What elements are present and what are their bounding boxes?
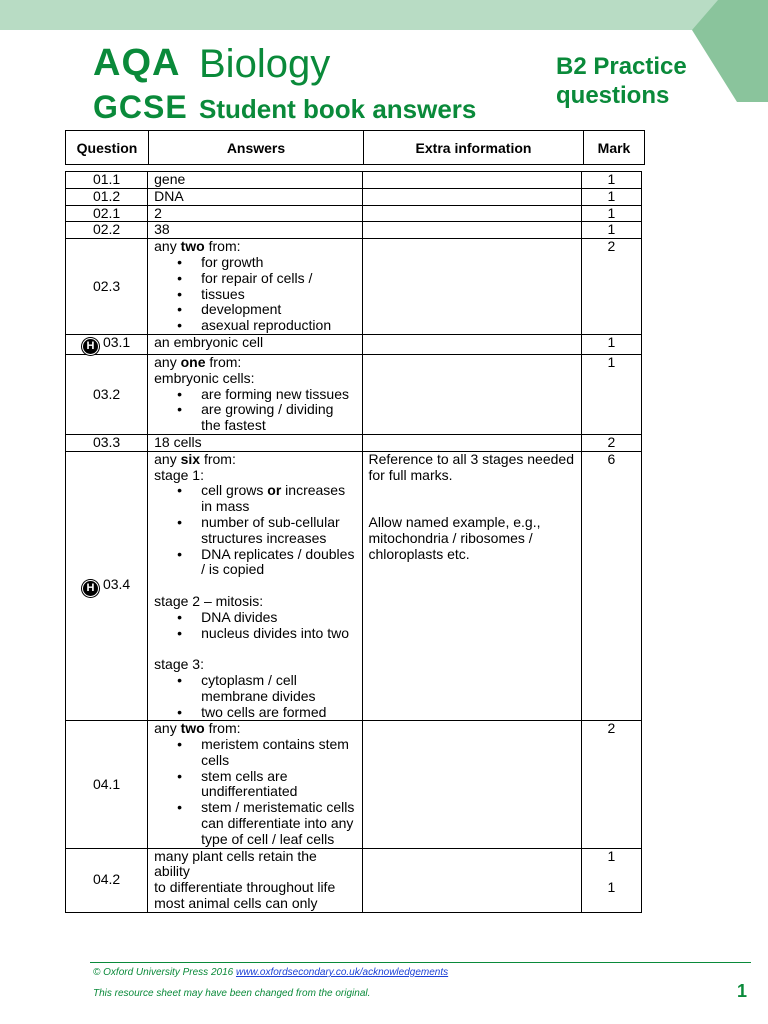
answer-cell: 38	[148, 222, 362, 239]
list-item: • DNA replicates / doubles / is copied	[201, 547, 355, 579]
answer-cell: 2	[148, 205, 362, 222]
answer-cell: gene	[148, 172, 362, 189]
table-header	[65, 130, 645, 165]
brand-board: AQA	[93, 42, 181, 84]
acknowledgements-link[interactable]: www.oxfordsecondary.co.uk/acknowledgements	[235, 967, 449, 978]
extra-cell	[362, 434, 581, 451]
book-title: Student book answers	[199, 94, 477, 124]
question-number: H 03.4	[66, 451, 148, 721]
mark-cell: 1	[581, 222, 641, 239]
answer-cell	[148, 451, 362, 721]
extra-cell	[362, 188, 581, 205]
answer-cell: an embryonic cell	[148, 334, 362, 354]
list-item: • cytoplasm / cell membrane divides	[201, 673, 355, 705]
mark-cell: 6	[581, 451, 641, 721]
table-row	[66, 848, 642, 912]
table-row	[66, 334, 642, 354]
question-number: 02.1	[66, 205, 148, 222]
extra-cell	[362, 205, 581, 222]
extra-cell	[362, 451, 581, 721]
mark-cell: 1 1	[581, 848, 641, 912]
list-item: • tissues	[201, 287, 355, 303]
header-extra: Extra information	[364, 131, 584, 165]
mark-cell: 1	[581, 172, 641, 189]
answer-line: most animal cells can only	[154, 895, 318, 912]
answer-intro: any two from:	[154, 238, 241, 255]
question-number: H 03.1	[66, 334, 148, 354]
answer-cell	[148, 721, 362, 848]
answer-list	[154, 673, 355, 720]
header-answers: Answers	[149, 131, 364, 165]
table-row	[66, 451, 642, 721]
mark-cell: 2	[581, 434, 641, 451]
list-item: • asexual reproduction	[201, 318, 355, 334]
header-band	[0, 0, 768, 30]
extra-cell	[362, 334, 581, 354]
page-number: 1	[737, 981, 748, 1001]
mark-cell: 1	[581, 354, 641, 434]
extra-cell	[362, 721, 581, 848]
answer-line: many plant cells retain the ability	[154, 847, 317, 880]
mark-cell: 1	[581, 188, 641, 205]
answer-subheading: embryonic cells:	[154, 369, 255, 386]
question-number: 04.2	[66, 848, 148, 912]
footer-note: This resource sheet may have been changed from the original.	[93, 988, 371, 999]
table-row	[66, 222, 642, 239]
question-number: 04.1	[66, 721, 148, 848]
question-number: 03.3	[66, 434, 148, 451]
answer-list	[154, 483, 355, 578]
list-item: • are forming new tissues	[201, 387, 355, 403]
header-question: Question	[66, 131, 149, 165]
answer-list	[154, 387, 355, 434]
section-title: B2 Practice questions	[556, 53, 687, 109]
extra-note: Allow named example, e.g., mitochondria / ribosomes / chloroplasts etc.	[368, 513, 541, 562]
mark-cell: 1	[581, 334, 641, 354]
extra-cell	[362, 848, 581, 912]
extra-cell	[362, 354, 581, 434]
brand-level: GCSE	[93, 89, 188, 125]
list-item: • stem / meristematic cells can differentiate into any type of cell / leaf cells	[201, 800, 355, 847]
answer-intro: any two from:	[154, 720, 241, 737]
mark-cell: 1	[581, 205, 641, 222]
stage-heading: stage 1:	[154, 466, 204, 483]
spacer	[154, 578, 355, 594]
table-row	[66, 239, 642, 335]
table-row	[66, 172, 642, 189]
brand-subject: Biology	[199, 42, 331, 86]
answer-intro: any six from:	[154, 450, 236, 467]
list-item: • two cells are formed	[201, 705, 355, 721]
list-item: • are growing / dividing the fastest	[201, 402, 355, 434]
list-item: • development	[201, 302, 355, 318]
list-item: • cell grows or increases in mass	[201, 483, 355, 515]
header-mark: Mark	[584, 131, 645, 165]
list-item: • nucleus divides into two	[201, 626, 355, 642]
answer-cell	[148, 239, 362, 335]
question-number: 02.2	[66, 222, 148, 239]
higher-tier-icon: H	[83, 339, 98, 354]
answer-line: to differentiate throughout life	[154, 879, 336, 896]
answers-table	[65, 171, 642, 913]
table-row	[66, 721, 642, 848]
table-row	[66, 188, 642, 205]
table-row	[66, 354, 642, 434]
extra-cell	[362, 172, 581, 189]
stage-heading: stage 2 – mitosis:	[154, 592, 264, 609]
answer-list	[154, 255, 355, 334]
list-item: • stem cells are undifferentiated	[201, 769, 355, 801]
footer-copyright: © Oxford University Press 2016 www.oxfordsecondary.co.uk/acknowledgements	[93, 967, 449, 978]
list-item: • meristem contains stem cells	[201, 737, 355, 769]
list-item: • DNA divides	[201, 610, 355, 626]
list-item: • number of sub-cellular structures increases	[201, 515, 355, 547]
list-item: • for repair of cells /	[201, 271, 355, 287]
mark-cell: 2	[581, 721, 641, 848]
footer-rule	[90, 962, 751, 963]
extra-cell	[362, 239, 581, 335]
answer-cell	[148, 354, 362, 434]
answer-list	[154, 610, 355, 642]
answer-cell: 18 cells	[148, 434, 362, 451]
stage-heading: stage 3:	[154, 656, 204, 673]
answer-cell: DNA	[148, 188, 362, 205]
spacer	[154, 641, 355, 657]
question-number: 01.1	[66, 172, 148, 189]
question-number: 01.2	[66, 188, 148, 205]
mark-cell: 2	[581, 239, 641, 335]
question-number: 03.2	[66, 354, 148, 434]
table-row	[66, 205, 642, 222]
answer-list	[154, 737, 355, 848]
answer-cell	[148, 848, 362, 912]
higher-tier-icon: H	[83, 581, 98, 596]
extra-note: Reference to all 3 stages needed for full marks.	[368, 450, 574, 483]
table-row	[66, 434, 642, 451]
question-number: 02.3	[66, 239, 148, 335]
answer-intro: any one from:	[154, 353, 242, 370]
list-item: • for growth	[201, 255, 355, 271]
extra-cell	[362, 222, 581, 239]
